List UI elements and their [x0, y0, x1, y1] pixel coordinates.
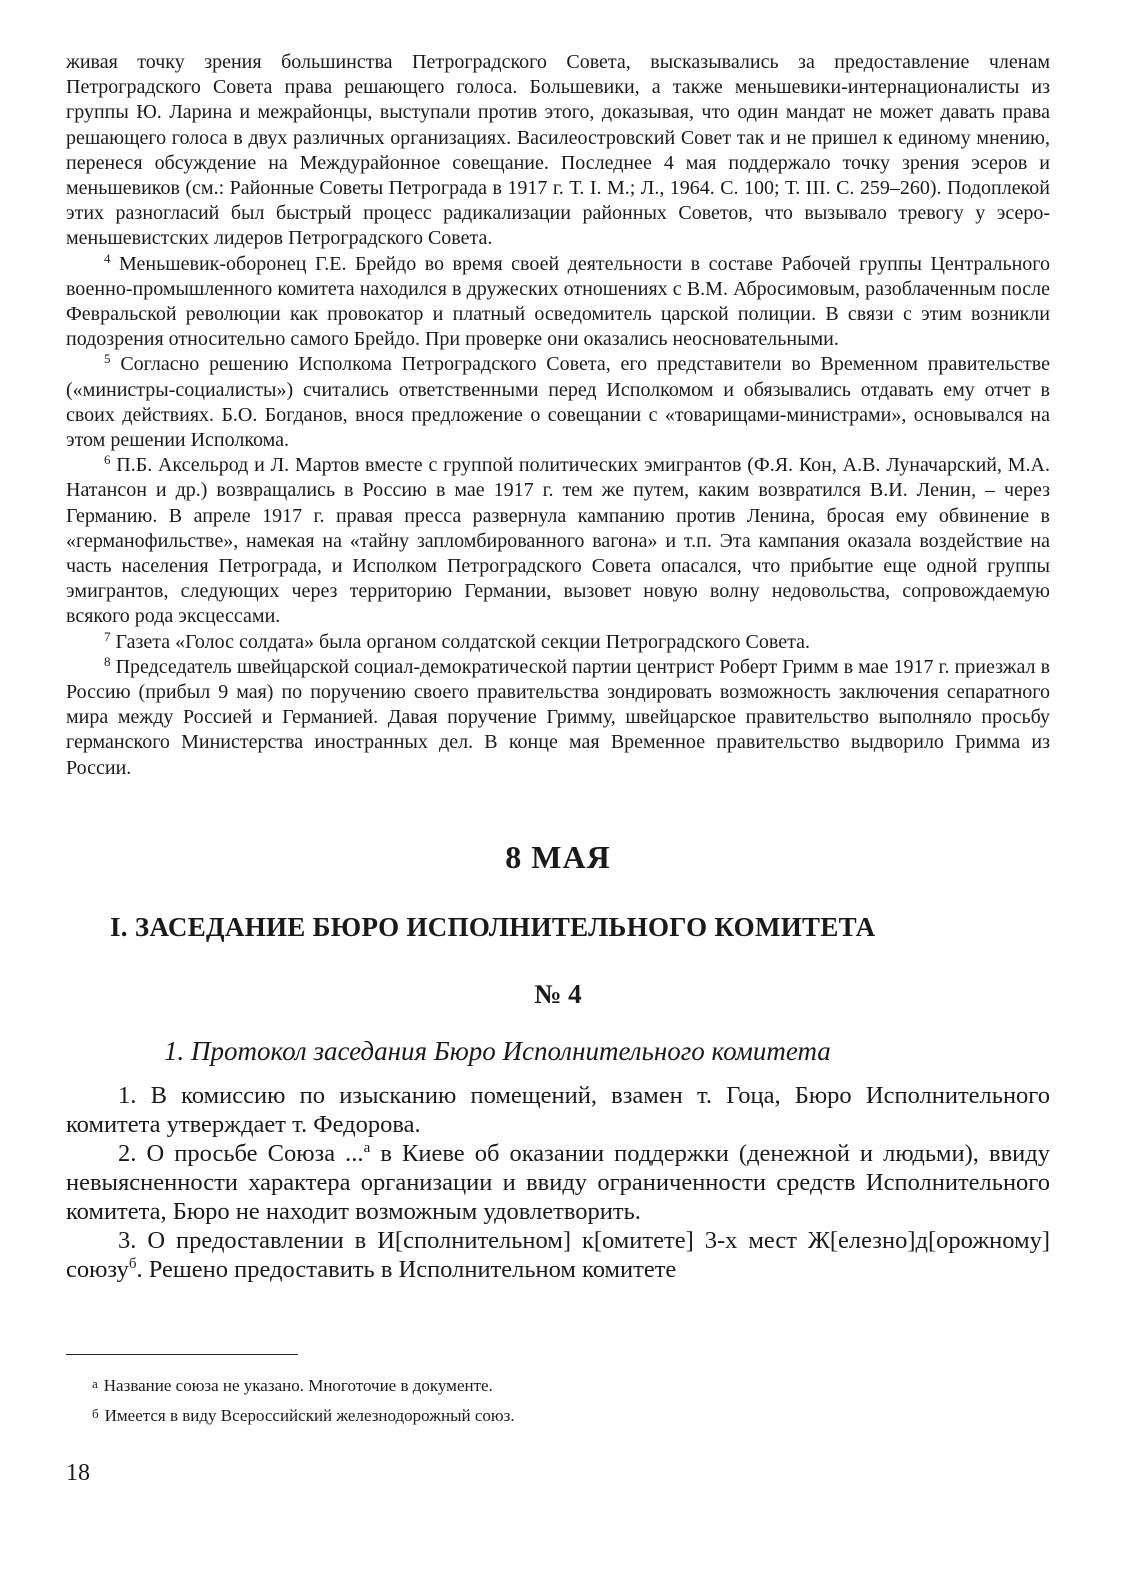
- page-content: [66, 50, 1050, 1284]
- endnote-number: 4: [104, 250, 111, 266]
- protocol-text: 2. О просьбе Союза ...: [118, 1139, 364, 1167]
- protocol-text: 3. О предоставлении в И[сполнительном] к[омитете] 3-х мест Ж[елезно]д[орожному] союзу: [66, 1226, 1050, 1283]
- endnote-number: 5: [104, 351, 111, 367]
- footnote-a: [92, 1372, 992, 1398]
- protocol-text: . Решено предоставить в Исполнительном комитете: [136, 1255, 677, 1283]
- section-heading: I. ЗАСЕДАНИЕ БЮРО ИСПОЛНИТЕЛЬНОГО КОМИТЕТА: [110, 911, 876, 942]
- protocol-item-2: [66, 1139, 1050, 1226]
- document-title: 1. Протокол заседания Бюро Исполнительного комитета: [164, 1035, 831, 1066]
- endnote-text: Председатель швейцарской социал-демократической партии центрист Роберт Гримм в мае 1917 г. приезжал в Россию (прибыл 9 мая) по поручению своего правительства зондировать возможность заключения сепаратного мира между Россией и Германией. Давая поручение Гримму, швейцарское правительство выполняло просьбу германского Министерства иностранных дел. В конце мая Временное правительство выдворило Гримма из России.: [66, 655, 1051, 779]
- endnote-8: [66, 655, 1050, 781]
- endnote-number: 7: [104, 628, 111, 644]
- endnote-text: Газета «Голос солдата» была органом солдатской секции Петроградского Совета.: [115, 630, 810, 653]
- endnote-text: Согласно решению Исполкома Петроградского Совета, его представители во Временном правительстве («министры-социалисты») считались ответственными перед Исполкомом и обязывались отдавать ему отчет в своих действиях. Б.О. Богданов, внося предложение о совещании с «товарищами-министрами», основывался на этом решении Исполкома.: [66, 353, 1051, 452]
- endnote-text: П.Б. Аксельрод и Л. Мартов вместе с группой политических эмигрантов (Ф.Я. Кон, А.В. Луначарский, М.А. Натансон и др.) возвращались в Россию в мае 1917 г. тем же путем, каким возвратился В.И. Ленин, – через Германию. В апреле 1917 г. правая пресса развернула кампанию против Ленина, бросая ему обвинение в «германофильстве», намекая на «тайну запломбированного вагона» и т.п. Эта кампания оказала воздействие на часть населения Петрограда, и Исполком Петроградского Совета опасался, что прибытие еще одной группы эмигрантов, следующих через территорию Германии, вызовет новую волну недовольства, сопровождаемую всякого рода эксцессами.: [66, 454, 1050, 628]
- protocol-item-3: [66, 1226, 1050, 1284]
- footnote-text: Имеется в виду Всероссийский железнодорожный союз.: [104, 1406, 515, 1425]
- footnote-ref-a: а: [363, 1139, 371, 1156]
- footnote-b: [92, 1402, 992, 1428]
- endnotes: [66, 50, 1050, 781]
- protocol-text: в Киеве об оказании поддержки (денежной и людьми), ввиду невыясненности характера организации и ввиду ограниченности средств Исполнительного комитета, Бюро не находит возможным удовлетворить.: [66, 1139, 1050, 1225]
- endnote-number: 8: [104, 653, 111, 669]
- protocol-body: [66, 1081, 1050, 1284]
- protocol-item-1: 1. В комиссию по изысканию помещений, взамен т. Гоца, Бюро Исполнительного комитета утверждает т. Федорова.: [66, 1081, 1050, 1138]
- endnote-4: [66, 252, 1050, 353]
- footnote-ref-b: б: [128, 1255, 137, 1272]
- endnote-number: 6: [104, 452, 111, 468]
- footnote-text: Название союза не указано. Многоточие в документе.: [103, 1376, 493, 1395]
- document-number: № 4: [534, 978, 582, 1009]
- endnote-7: [66, 630, 1050, 655]
- endnote-5: [66, 352, 1050, 453]
- footnotes: [92, 1372, 992, 1432]
- endnote-6: [66, 453, 1050, 629]
- endnote-text: Меньшевик-оборонец Г.Е. Брейдо во время своей деятельности в составе Рабочей группы Центрального военно-промышленного комитета находился в дружеских отношениях с В.М. Абросимовым, разоблаченным после Февральской революции как провокатор и платный осведомитель царской полиции. В связи с этим возникли подозрения относительно самого Брейдо. При проверке они оказались неосновательными.: [66, 252, 1051, 351]
- endnote-continuation: живая точку зрения большинства Петроградского Совета, высказывались за предоставление членам Петроградского Совета права решающего голоса. Большевики, а также меньшевики-интернационалисты из группы Ю. Ларина и межрайонцы, выступали против этого, доказывая, что один мандат не может давать права решающего голоса в двух различных организациях. Василеостровский Совет так и не пришел к единому мнению, перенеся обсуждение на Междурайонное совещание. Последнее 4 мая поддержало точку зрения эсеров и меньшевиков (см.: Районные Советы Петрограда в 1917 г. Т. I. М.; Л., 1964. С. 100; Т. III. С. 259–260). Подоплекой этих разногласий был быстрый процесс радикализации районных Советов, что вызывало тревогу у эсеро-меньшевистских лидеров Петроградского Совета.: [66, 51, 1050, 250]
- footnote-divider: [66, 1354, 298, 1355]
- footnote-mark: б: [92, 1406, 99, 1421]
- date-heading: 8 МАЯ: [505, 838, 611, 875]
- page-number: 18: [66, 1460, 90, 1486]
- footnote-mark: а: [92, 1376, 98, 1391]
